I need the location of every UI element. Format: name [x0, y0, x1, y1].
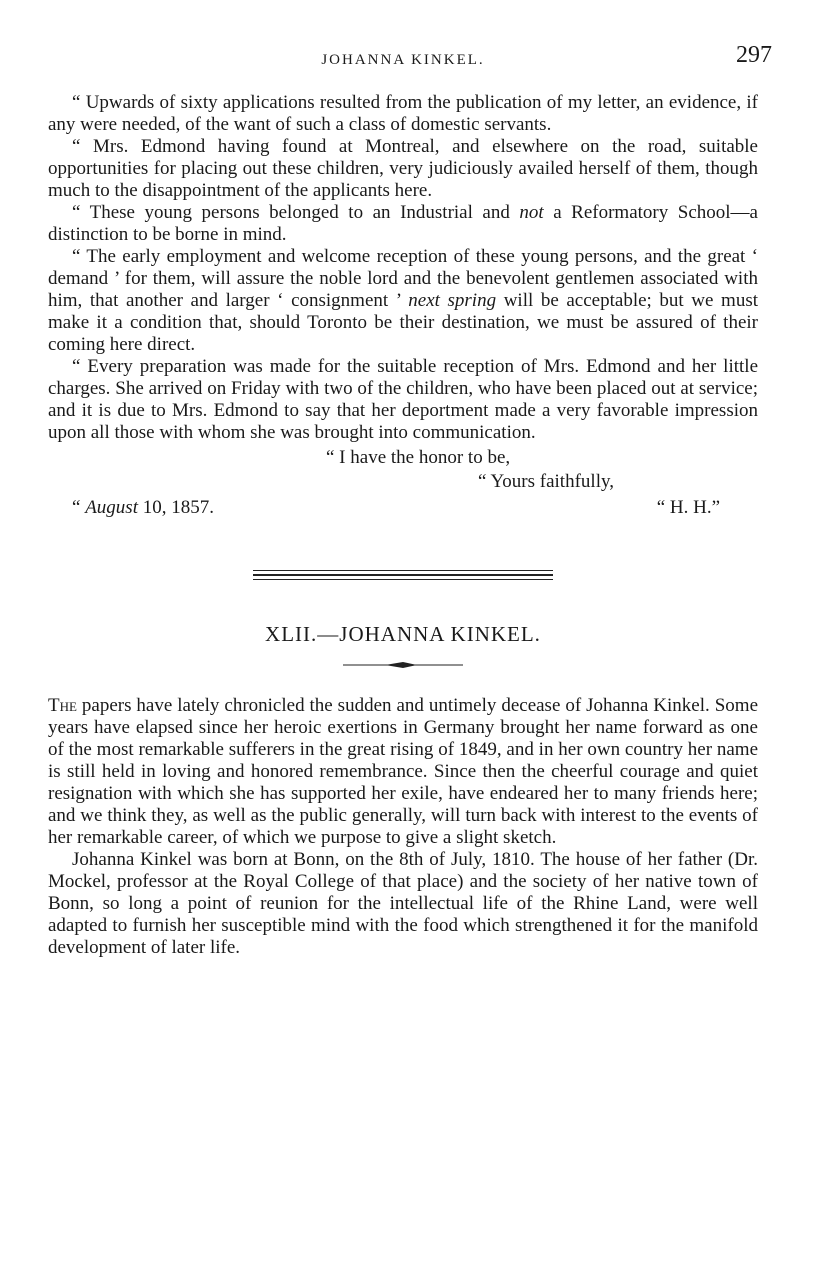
page	[48, 38, 772, 959]
section-divider	[253, 570, 553, 580]
page-number: 297	[736, 42, 772, 68]
letter-paragraph: “ Every preparation was made for the suitable reception of Mrs. Edmond and her little charges. She arrived on Friday with two of the children, who have been placed out at service; and it is due to Mrs. Edmond to say that her deportment made a very favorable impression upon all those with whom she was brought into communication.	[48, 356, 758, 443]
letter-paragraph	[48, 246, 758, 356]
page-header	[48, 38, 772, 78]
text-run: papers have lately chronicled the sudden and untimely decease of Johanna Kinkel. Some years have elapsed since her heroic exertions in Germany brought her name forward as one of the most remarkable sufferers in the great rising of 1849, and in her own country her name is still held in loving and honored remembrance. Since then the cheerful courage and quiet resignation with which she has supported her exile, have endeared her to many friends here; and we think they, as well as the public generally, will turn back with interest to the events of her remarkable career, of which we purpose to give a slight sketch.	[48, 695, 758, 848]
article-paragraph: Johanna Kinkel was born at Bonn, on the 8th of July, 1810. The house of her father (Dr. Mockel, professor at the Royal College of that place) and the society of her native town of Bonn, so long a point of reunion for the intellectual life of the Rhine Land, were well adapted to furnish her susceptible mind with the food which strengthened it for the manifold development of later life.	[48, 849, 758, 958]
letter-date-signature-row	[48, 496, 758, 520]
letter-paragraph	[48, 202, 758, 246]
divider-line	[253, 579, 553, 580]
divider-line	[253, 570, 553, 571]
text-run: a Reformatory School—a distinction to be borne in mind.	[48, 202, 758, 245]
article-paragraph	[48, 695, 758, 849]
letter-paragraph: “ Upwards of sixty applications resulted from the publication of my letter, an evidence, if any were needed, of the want of such a class of domestic servants.	[48, 92, 758, 135]
text-run: will be acceptable; but we must make it a condition that, should Toronto be their destination, we must be assured of their coming here direct.	[48, 290, 758, 355]
letter-valediction: “ Yours faithfully,	[478, 471, 614, 492]
letter-closing: “ I have the honor to be,	[326, 447, 511, 468]
lead-word: The	[48, 695, 77, 716]
letter-signature: “ H. H.”	[656, 497, 720, 518]
letter-paragraph: “ Mrs. Edmond having found at Montreal, and elsewhere on the road, suitable opportunities for placing out these children, very judiciously availed herself of them, though much to the disappointment of the applicants here.	[48, 136, 758, 201]
text-run: “ These young persons belonged to an Industrial and	[72, 202, 520, 223]
emphasis-text: next spring	[408, 290, 497, 311]
date-quote: “	[72, 497, 86, 518]
text-run: “ The early employment and welcome reception of these young persons, and the great ‘ demand ’ for them, will assure the noble lord and the benevolent gentlemen associated with him, that another and larger ‘ consignment ’	[48, 246, 758, 311]
date-month: August	[85, 497, 138, 518]
article-body	[48, 695, 758, 959]
divider-line	[253, 574, 553, 576]
emphasis-text: not	[519, 202, 544, 223]
section-title: XLII.—JOHANNA KINKEL.	[265, 622, 541, 646]
running-head: JOHANNA KINKEL.	[321, 52, 485, 68]
letter-date	[48, 496, 214, 520]
date-rest: 10, 1857.	[137, 497, 214, 518]
ornament-rule-icon	[341, 659, 465, 671]
letter-excerpt	[48, 92, 758, 520]
